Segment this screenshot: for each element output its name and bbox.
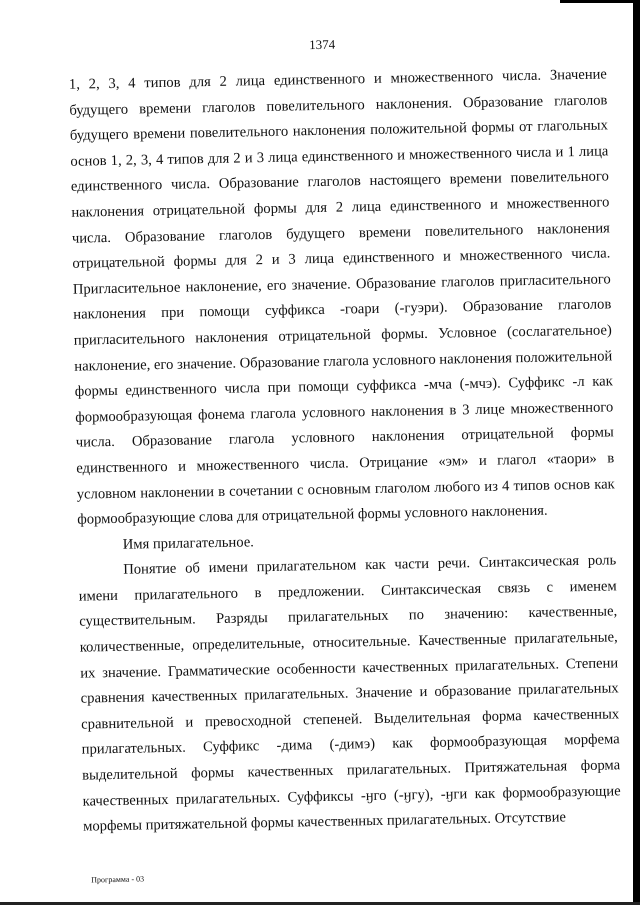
- section-heading-adjective: Имя прилагательное.: [122, 533, 255, 553]
- footer-label: Программа - 03: [91, 874, 145, 885]
- paragraph-adjective: Понятие об имени прилагательном как части речи. Синтаксическая роль имени прилагательного в предложении. Синтаксическая связь с именем существительным. Разряды прилагательных по значению: качественные, количественные, определительные, относительные. Качественные прилагательные, их значение. Грамматические особенности качественных прилагательных. Степени сравнения качественных прилагательных. Значение и образование прилагательных сравнительной и превосходной степеней. Выделительная форма качественных прилагательных. Суффикс -дима (-димэ) как формообразующая морфема выделительной формы качественных прилагательных. Притяжательная форма качественных прилагательных. Суффиксы -ӈго (-ӈгу), -ӈги как формообразующие морфемы притяжательной формы качественных прилагательных. Отсутствие: [78, 552, 621, 835]
- paragraph-verb-moods: 1, 2, 3, 4 типов для 2 лица единственного и множественного числа. Значение будущего времени глаголов повелительного наклонения. Образование глаголов будущего времени повелительного наклонения положительной формы от глагольных основ 1, 2, 3, 4 типов для 2 и 3 лица единственного и множественного числа и 1 лица единственного числа. Образование глаголов настоящего времени повелительного наклонения отрицательной формы для 2 лица единственного и множественного числа. Образование глаголов будущего времени повелительного наклонения отрицательной формы для 2 и 3 лица единственного и множественного числа. Пригласительное наклонение, его значение. Образование глаголов пригласительного наклонения при помощи суффикса -гоари (-гуэри). Образование глаголов пригласительного наклонения отрицательной формы. Условное (сослагательное) наклонение, его значение. Образование глагола условного наклонения положительной формы единственного числа при помощи суффикса -мча (-мчэ). Суффикс -л как формообразующая фонема глагола условного наклонения в 3 лице множественного числа. Образование глагола условного наклонения отрицательной формы единственного и множественного числа. Отрицание «эм» и глагол «таори» в условном наклонении в сочетании с основным глаголом любого из 4 типов основ как формообразующие слова для отрицательной формы условного наклонения.: [68, 66, 615, 528]
- body-text: [69, 62, 622, 840]
- page-number: 1374: [309, 36, 336, 53]
